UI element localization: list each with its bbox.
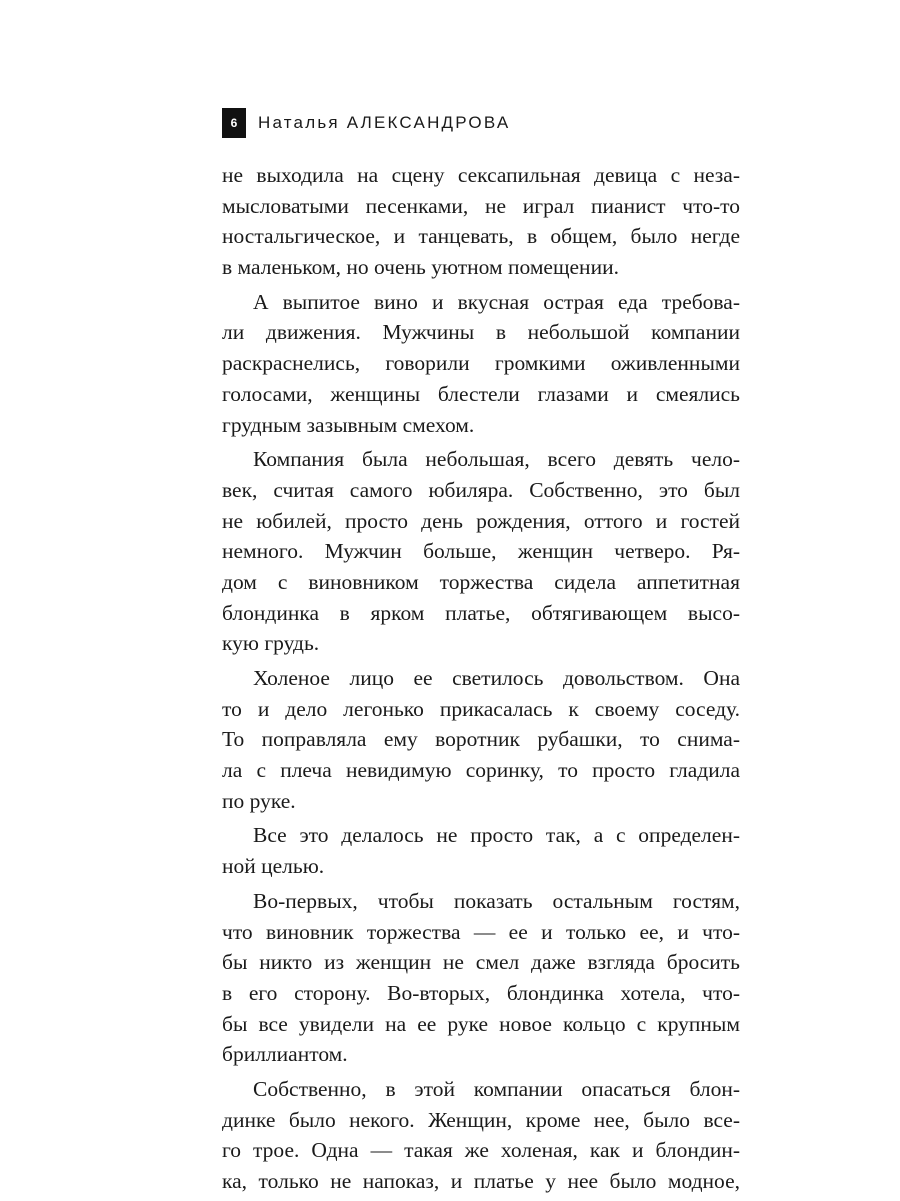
text-line: Все это делалось не просто так, а с определен- bbox=[253, 823, 740, 848]
paragraph bbox=[222, 1074, 740, 1197]
running-head-title: Наталья АЛЕКСАНДРОВА bbox=[258, 113, 511, 132]
running-header bbox=[222, 108, 510, 138]
text-line: по руке. bbox=[222, 788, 296, 813]
text-line: век, считая самого юбиляра. Собственно, это был bbox=[222, 477, 740, 502]
paragraph bbox=[222, 287, 740, 440]
text-line: ка, только не напоказ, и платье у нее было модное, bbox=[222, 1169, 740, 1193]
text-line: кую грудь. bbox=[222, 631, 320, 656]
paragraph bbox=[222, 886, 740, 1070]
text-line: мысловатыми песенками, не играл пианист что-то bbox=[222, 193, 740, 218]
text-line: ной целью. bbox=[222, 854, 325, 879]
paragraph bbox=[222, 444, 740, 659]
text-line: не юбилей, просто день рождения, оттого и гостей bbox=[222, 508, 740, 533]
text-line: грудным зазывным смехом. bbox=[222, 412, 475, 437]
text-line: А выпитое вино и вкусная острая еда требова- bbox=[253, 289, 740, 314]
text-line: блондинка в ярком платье, обтягивающем высо- bbox=[222, 600, 740, 625]
body-text bbox=[222, 160, 740, 1201]
text-line: динке было некого. Женщин, кроме нее, было все- bbox=[222, 1107, 740, 1132]
paragraph bbox=[222, 160, 740, 283]
text-line: Компания была небольшая, всего девять чело- bbox=[253, 447, 740, 472]
text-line: бриллиантом. bbox=[222, 1042, 348, 1067]
text-line: Собственно, в этой компании опасаться блон- bbox=[253, 1076, 740, 1101]
text-line: раскраснелись, говорили громкими оживленными bbox=[222, 351, 740, 376]
paragraph bbox=[222, 820, 740, 881]
text-line: бы все увидели на ее руке новое кольцо с крупным bbox=[222, 1011, 740, 1036]
text-line: Во-первых, чтобы показать остальным гостям, bbox=[253, 888, 740, 913]
text-line: дом с виновником торжества сидела аппетитная bbox=[222, 569, 740, 594]
text-line: в его сторону. Во-вторых, блондинка хотела, что- bbox=[222, 980, 740, 1005]
text-line: голосами, женщины блестели глазами и смеялись bbox=[222, 381, 740, 406]
text-line: Холеное лицо ее светилось довольством. Она bbox=[253, 666, 740, 690]
text-line: бы никто из женщин не смел даже взгляда бросить bbox=[222, 950, 740, 975]
text-line: То поправляла ему воротник рубашки, то снима- bbox=[222, 727, 740, 752]
paragraph bbox=[222, 663, 740, 816]
page-number: 6 bbox=[222, 108, 246, 138]
text-line: не выходила на сцену сексапильная девица с неза- bbox=[222, 163, 740, 187]
text-line: то и дело легонько прикасалась к своему соседу. bbox=[222, 696, 740, 721]
text-line: го трое. Одна — такая же холеная, как и блондин- bbox=[222, 1138, 740, 1163]
text-line: немного. Мужчин больше, женщин четверо. Ря- bbox=[222, 539, 740, 564]
text-line: ла с плеча невидимую соринку, то просто гладила bbox=[222, 758, 740, 783]
text-line: в маленьком, но очень уютном помещении. bbox=[222, 255, 619, 280]
text-line: ли движения. Мужчины в небольшой компании bbox=[222, 320, 740, 345]
text-line: ностальгическое, и танцевать, в общем, было негде bbox=[222, 224, 740, 249]
text-line: что виновник торжества — ее и только ее, и что- bbox=[222, 919, 740, 944]
